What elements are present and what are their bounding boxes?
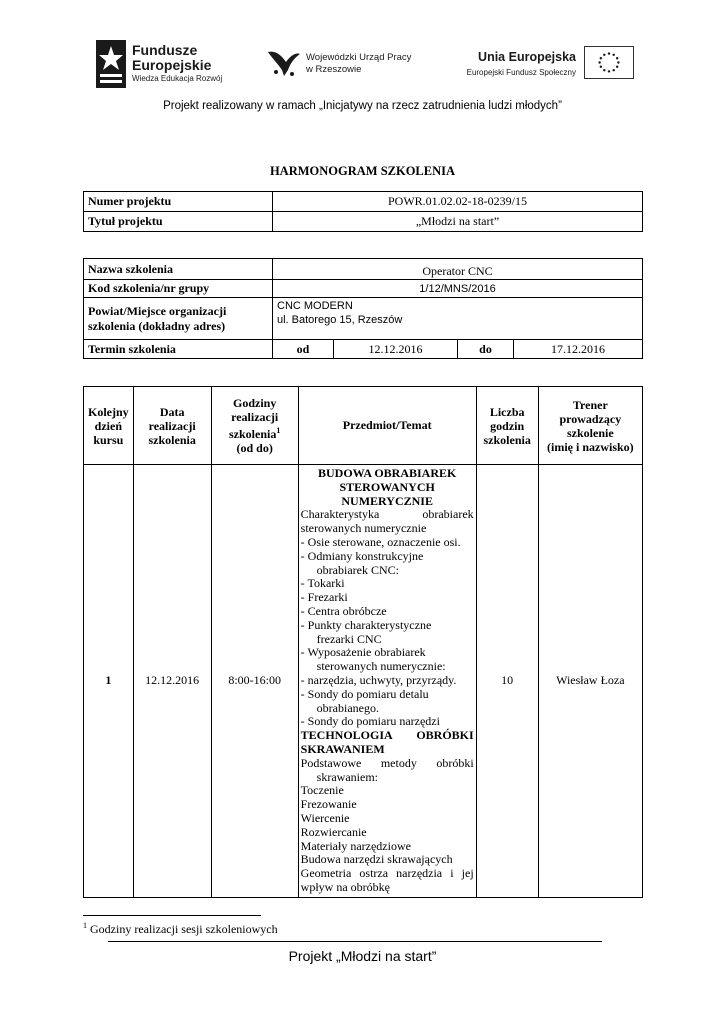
training-name-label: Nazwa szkolenia [84, 259, 273, 280]
footnote [83, 921, 278, 937]
table-row [84, 280, 643, 298]
footnote-reference: 1 [276, 426, 281, 435]
header-trainer-line: szkolenie [567, 425, 614, 440]
table-row [84, 259, 643, 280]
ue-logo-line1: Unia Europejska [478, 50, 576, 64]
header-count-line: godzin [490, 418, 525, 433]
topic-line: sterowanych numerycznie [300, 521, 427, 536]
fe-logo-line2: Europejskie [132, 56, 212, 73]
topic-line: - Punkty charakterystyczne [300, 617, 432, 632]
topic-line: STEROWANYCH [339, 479, 435, 494]
footnote-divider [83, 915, 261, 916]
topic-line: - Osie sterowane, oznaczenie osi. [300, 534, 461, 549]
footnote-mark: 1 [83, 921, 87, 930]
topic-line: frezarki CNC [316, 631, 382, 646]
term-from-label: od [273, 340, 334, 359]
topic-line: sterowanych numerycznie: [316, 659, 446, 674]
topic-line: Toczenie [300, 783, 344, 798]
training-name-value: Operator CNC [273, 259, 643, 280]
training-place-label: Powiat/Miejsce organizacji szkolenia (dokładny adres) [84, 298, 273, 340]
topic-line: Frezowanie [300, 797, 357, 812]
fundusze-europejskie-logo [96, 40, 246, 90]
header-hours-line: Godziny [233, 396, 277, 410]
row-trainer: Wiesław Łoza [538, 465, 642, 898]
schedule-table [83, 386, 643, 898]
ue-logo-line2: Europejski Fundusz Społeczny [466, 68, 576, 77]
project-number-label: Numer projektu [84, 192, 273, 212]
header-trainer-line: (imię i nazwisko) [547, 439, 634, 454]
unia-europejska-logo [458, 46, 638, 86]
topic-line: - Sondy do pomiaru detalu [300, 686, 429, 701]
project-initiative-line: Projekt realizowany w ramach „Inicjatywy na rzecz zatrudnienia ludzi młodych” [163, 100, 562, 112]
header-day [84, 387, 134, 465]
topic-line: - narzędzia, uchwyty, przyrządy. [300, 672, 457, 687]
row-count: 10 [476, 465, 538, 898]
training-code-value: 1/12/MNS/2016 [273, 280, 643, 298]
topic-line: obrabiarek CNC: [316, 562, 399, 577]
header-count-line: Liczba [489, 404, 525, 419]
topic-line: - Odmiany konstrukcyjne [300, 548, 424, 563]
footer-project-name: Projekt „Młodzi na start” [288, 948, 437, 964]
wup-logo-line1: Wojewódzki Urząd Pracy [306, 52, 412, 63]
topic-line: - Frezarki [300, 590, 348, 605]
project-title-label: Tytuł projektu [84, 212, 273, 232]
header-topic: Przedmiot/Temat [298, 387, 476, 465]
eu-flag-icon [584, 46, 634, 79]
header-hours-text: szkolenia [229, 427, 277, 441]
row-topic [298, 465, 476, 898]
topic-line: Charakterystyka obrabiarek [300, 507, 474, 522]
topic-line: Wiercenie [300, 810, 350, 825]
schedule-header-row [84, 387, 643, 465]
topic-line: Rozwiercanie [300, 824, 367, 839]
fe-star-icon [96, 40, 126, 88]
row-day: 1 [84, 465, 134, 898]
term-to-label: do [458, 340, 514, 359]
wup-logo-line2: w Rzeszowie [306, 63, 362, 75]
topic-line: - Sondy do pomiaru narzędzi [300, 714, 440, 729]
topic-line: NUMERYCZNIE [341, 493, 433, 508]
project-info-table [83, 191, 643, 232]
topic-line: Geometria ostrza narzędzia i jej [300, 866, 474, 881]
training-place-line2: ul. Batorego 15, Rzeszów [277, 314, 403, 326]
fe-logo-line1: Fundusze [132, 42, 198, 58]
project-number-value: POWR.01.02.02-18-0239/15 [273, 192, 643, 212]
term-from-value: 12.12.2016 [334, 340, 458, 359]
project-title-value: „Młodzi na start” [273, 212, 643, 232]
training-term-label: Termin szkolenia [84, 340, 273, 359]
training-code-label: Kod szkolenia/nr grupy [84, 280, 273, 298]
header-trainer [538, 387, 642, 465]
header-count [476, 387, 538, 465]
topic-line: Budowa narzędzi skrawających [300, 852, 453, 867]
header-day-line: Kolejny [88, 404, 129, 419]
wup-rzeszow-logo [266, 46, 436, 86]
topic-line: TECHNOLOGIA OBRÓBKI [300, 728, 474, 743]
header-hours-line: (od do) [236, 441, 273, 455]
header-date-line: realizacji [148, 418, 196, 433]
document-title: HARMONOGRAM SZKOLENIA [269, 164, 456, 178]
table-row [84, 340, 643, 359]
row-hours: 8:00-16:00 [211, 465, 298, 898]
header-date-line: Data [159, 404, 185, 419]
topic-line: skrawaniem: [316, 769, 378, 784]
row-date: 12.12.2016 [133, 465, 211, 898]
topic-line: BUDOWA OBRABIAREK [317, 466, 457, 480]
table-row [84, 465, 643, 898]
topic-line: Materiały narzędziowe [300, 838, 411, 853]
header-hours-line [216, 424, 294, 441]
table-row [84, 298, 643, 340]
header-count-line: szkolenia [483, 432, 531, 447]
term-to-value: 17.12.2016 [514, 340, 643, 359]
header-date-line: szkolenia [148, 432, 196, 447]
topic-line: Podstawowe metody obróbki [300, 755, 474, 770]
header-hours [211, 387, 298, 465]
topic-line: obrabianego. [316, 700, 379, 715]
footnote-text: Godziny realizacji sesji szkoleniowych [90, 922, 278, 936]
training-place-value [273, 298, 643, 340]
header-date [133, 387, 211, 465]
header-trainer-line: prowadzący [559, 411, 622, 426]
footer-divider [108, 941, 602, 942]
training-info-table [83, 258, 643, 359]
header-day-line: kursu [93, 432, 124, 447]
topic-line: - Tokarki [300, 576, 345, 591]
header-trainer-line: Trener [572, 397, 608, 412]
table-row [84, 192, 643, 212]
training-place-line1: CNC MODERN [277, 300, 353, 312]
fe-logo-line3: Wiedza Edukacja Rozwój [132, 74, 223, 84]
header-day-line: dzień [94, 418, 122, 433]
table-row [84, 212, 643, 232]
topic-line: - Wyposażenie obrabiarek [300, 645, 426, 660]
topic-line: wpływ na obróbkę [300, 879, 390, 894]
topic-line: - Centra obróbcze [300, 603, 387, 618]
header-hours-line: realizacji [231, 410, 279, 424]
topic-line: SKRAWANIEM [300, 741, 385, 756]
wup-bird-icon [266, 46, 302, 80]
